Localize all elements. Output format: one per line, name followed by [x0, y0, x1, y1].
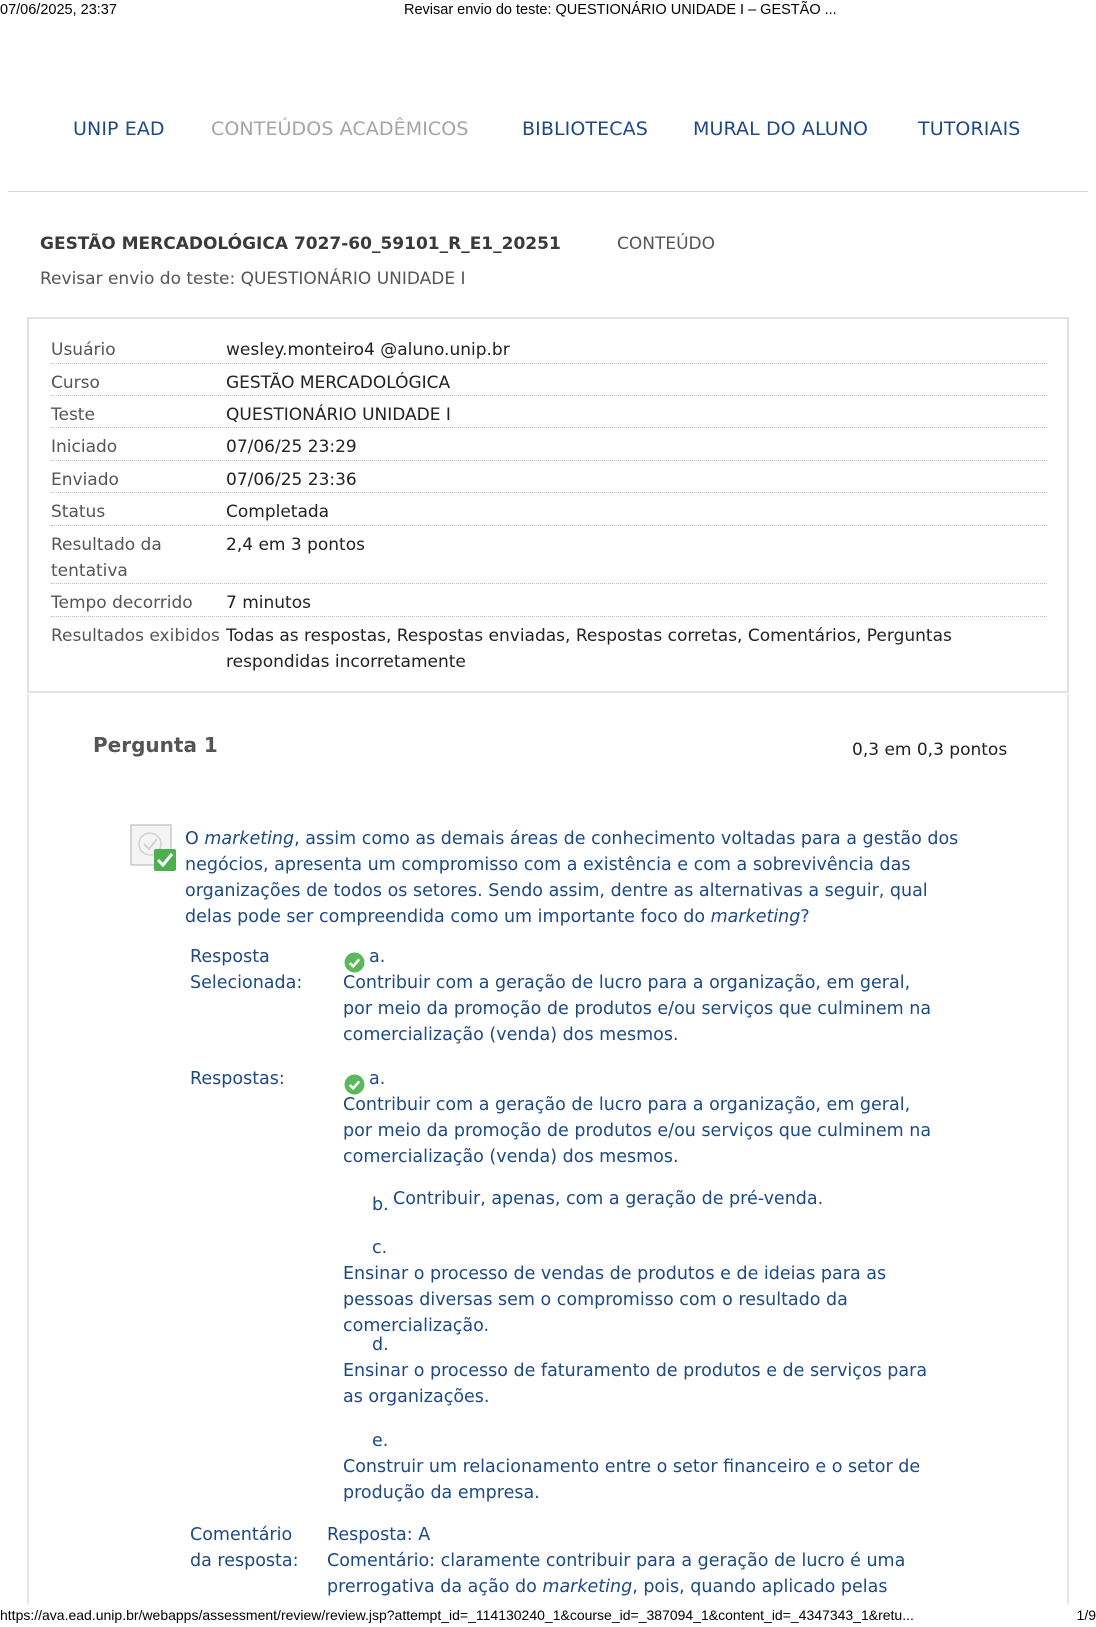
top-navigation — [0, 118, 1096, 148]
selected-answer-text: Contribuir com a geração de lucro para a organização, em geral, por meio da promoção de produtos e/ou serviços que culminem na comercialização (venda) dos mesmos. — [343, 973, 932, 1045]
feedback-comment: Comentário: claramente contribuir para a geração de lucro é uma prerrogativa da ação do marketing, pois, quando aplicado pelas — [327, 1551, 906, 1597]
option-letter: e. — [372, 1431, 389, 1451]
question-image-icon — [130, 824, 178, 872]
summary-value: 07/06/25 23:29 — [226, 437, 357, 457]
summary-key: Status — [51, 502, 106, 522]
print-url: https://ava.ead.unip.br/webapps/assessment/review/review.jsp?attempt_id=_114130240_1&course_id=_387094_1&content_id=_4347343_1&retu... — [0, 1607, 914, 1623]
option-letter: b. — [372, 1195, 389, 1215]
summary-key: Tempo decorrido — [51, 593, 193, 613]
summary-key: Enviado — [51, 470, 119, 490]
summary-value: 07/06/25 23:36 — [226, 470, 357, 490]
print-datetime: 07/06/2025, 23:37 — [0, 2, 117, 18]
answers-label: Respostas: — [190, 1069, 285, 1089]
summary-key: Curso — [51, 373, 100, 393]
summary-value: Completada — [226, 502, 330, 522]
option-letter: c. — [372, 1238, 388, 1258]
summary-row — [51, 364, 1047, 396]
nav-mural-do-aluno[interactable]: MURAL DO ALUNO — [693, 118, 869, 140]
feedback-answer: Resposta: A — [327, 1525, 431, 1545]
summary-key: Resultado da tentativa — [51, 535, 162, 581]
summary-value: Todas as respostas, Respostas enviadas, Respostas corretas, Comentários, Perguntas respondidas incorretamente — [226, 626, 952, 672]
nav-divider — [8, 191, 1088, 192]
print-footer — [0, 1604, 1096, 1626]
option-text: Ensinar o processo de vendas de produtos e de ideias para as pessoas diversas sem o compromisso com o resultado da comercialização. — [343, 1264, 887, 1336]
summary-row — [51, 493, 1047, 526]
summary-row — [51, 428, 1047, 461]
summary-row — [51, 617, 1047, 677]
print-page-number: 1/9 — [1076, 1607, 1096, 1623]
summary-key: Resultados exibidos — [51, 626, 220, 646]
option-text: Contribuir com a geração de lucro para a organização, em geral, por meio da promoção de produtos e/ou serviços que culminem na comercialização (venda) dos mesmos. — [343, 1095, 932, 1167]
breadcrumb-section[interactable]: CONTEÚDO — [617, 234, 716, 254]
nav-bibliotecas[interactable]: BIBLIOTECAS — [522, 118, 648, 140]
summary-key: Usuário — [51, 340, 116, 360]
summary-value: QUESTIONÁRIO UNIDADE I — [226, 405, 451, 425]
nav-tutoriais[interactable]: TUTORIAIS — [918, 118, 1021, 140]
summary-key: Teste — [51, 405, 95, 425]
nav-conteudos-academicos[interactable]: CONTEÚDOS ACADÊMICOS — [211, 118, 469, 140]
summary-row — [51, 526, 1047, 584]
option-letter: a. — [369, 1069, 386, 1089]
course-title[interactable]: GESTÃO MERCADOLÓGICA 7027-60_59101_R_E1_20251 — [40, 234, 561, 254]
option-text: Contribuir, apenas, com a geração de pré-venda. — [393, 1189, 824, 1209]
option-letter: d. — [372, 1335, 389, 1355]
page-title: Revisar envio do teste: QUESTIONÁRIO UNIDADE I — [40, 269, 466, 289]
question-text: O marketing, assim como as demais áreas de conhecimento voltadas para a gestão dos negócios, apresenta um compromisso com a existência e com a sobrevivência das organizações de todos os setores. Sendo assim, dentre as alternativas a seguir, qual delas pode ser compreendida como um importante foco do marketing? — [185, 829, 959, 927]
summary-row — [51, 584, 1047, 617]
attempt-summary — [27, 317, 1069, 693]
nav-unip-ead[interactable]: UNIP EAD — [73, 118, 165, 140]
feedback-label: Comentário da resposta: — [190, 1525, 299, 1571]
summary-row — [51, 331, 1047, 364]
summary-value: 7 minutos — [226, 593, 311, 613]
question-score: 0,3 em 0,3 pontos — [852, 740, 1008, 760]
summary-row — [51, 461, 1047, 493]
option-text: Ensinar o processo de faturamento de produtos e de serviços para as organizações. — [343, 1361, 928, 1407]
summary-row — [51, 396, 1047, 428]
print-header — [0, 0, 1096, 22]
summary-key: Iniciado — [51, 437, 118, 457]
summary-value: wesley.monteiro4 @aluno.unip.br — [226, 340, 510, 360]
summary-value: 2,4 em 3 pontos — [226, 535, 365, 555]
selected-answer-label: Resposta Selecionada: — [190, 947, 303, 993]
summary-value: GESTÃO MERCADOLÓGICA — [226, 373, 451, 393]
question-title: Pergunta 1 — [93, 733, 218, 757]
selected-answer-letter: a. — [369, 947, 386, 967]
option-text: Construir um relacionamento entre o setor financeiro e o setor de produção da empresa. — [343, 1457, 921, 1503]
print-page-title: Revisar envio do teste: QUESTIONÁRIO UNIDADE I – GESTÃO ... — [404, 2, 837, 18]
